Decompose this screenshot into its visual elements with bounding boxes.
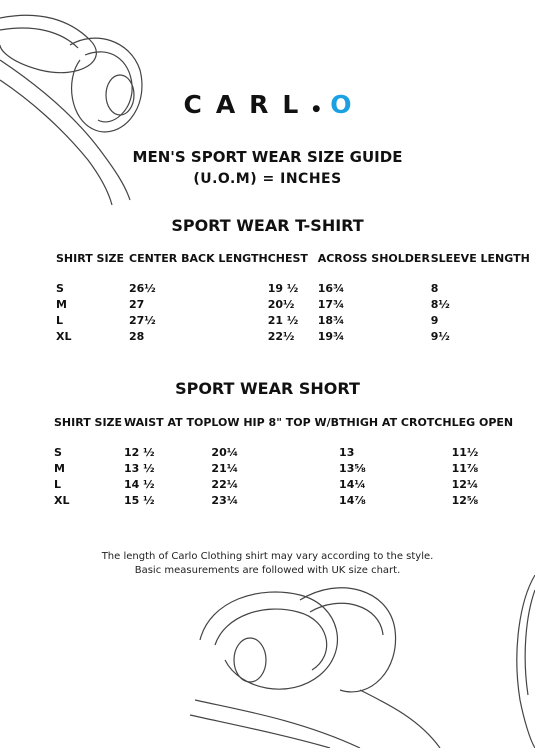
table-cell: 19¾ — [317, 329, 345, 343]
column-header: SLEEVE LENGTH — [430, 252, 530, 265]
table-cell: 27 — [129, 297, 145, 311]
table-cell: 14 ½ — [124, 477, 155, 491]
column-header: WAIST AT TOP — [124, 416, 212, 429]
table-cell: 22½ — [267, 329, 295, 343]
table-cell: 12 ½ — [124, 445, 155, 459]
table-cell: 23¼ — [211, 493, 239, 507]
footnote-line: Basic measurements are followed with UK size chart. — [134, 565, 401, 576]
table-cell: 20¼ — [211, 445, 239, 459]
table-row — [56, 296, 531, 312]
table-cell: 13 — [339, 445, 355, 459]
column-header: SHIRT SIZE — [56, 252, 125, 265]
table-cell: 21 ½ — [267, 313, 299, 327]
table-cell: 12¼ — [451, 477, 479, 491]
table-cell: 14⅞ — [339, 493, 366, 507]
table-cell: S — [56, 281, 64, 295]
column-header: ACROSS SHOLDER — [317, 252, 430, 265]
table-cell: 22¼ — [211, 477, 239, 491]
table-row — [56, 280, 531, 296]
table-row — [54, 476, 522, 492]
brand-o-mark: O — [330, 90, 352, 119]
tshirt-section-heading: SPORT WEAR T-SHIRT — [171, 216, 364, 235]
table-cell: 12⅝ — [451, 493, 479, 507]
table-cell: 16¾ — [317, 281, 345, 295]
table-cell: 13 ½ — [124, 461, 155, 475]
page-title: MEN'S SPORT WEAR SIZE GUIDE — [132, 148, 403, 166]
column-header: CENTER BACK LENGTH — [129, 252, 268, 265]
table-cell: 20½ — [267, 297, 295, 311]
table-row — [56, 328, 531, 344]
tshirt-size-table — [56, 252, 531, 344]
table-header-row — [54, 416, 522, 444]
table-cell: 18¾ — [317, 313, 345, 327]
table-cell: 26½ — [129, 281, 156, 295]
column-header: CHEST — [267, 252, 308, 265]
column-header: LEG OPEN — [451, 416, 514, 429]
table-cell: 9 — [430, 313, 439, 327]
table-cell: S — [54, 445, 62, 459]
table-cell: 17¾ — [317, 297, 345, 311]
table-cell: 8 — [430, 281, 439, 295]
table-cell: 11½ — [451, 445, 479, 459]
table-cell: 8½ — [430, 297, 450, 311]
table-cell: 14¼ — [339, 477, 366, 491]
table-cell: 15 ½ — [124, 493, 155, 507]
table-cell: XL — [54, 493, 70, 507]
table-cell: 27½ — [129, 313, 156, 327]
table-cell: 19 ½ — [267, 281, 299, 295]
table-row — [54, 460, 522, 476]
column-header: SHIRT SIZE — [54, 416, 123, 429]
page-subtitle: (U.O.M) = INCHES — [193, 171, 342, 187]
table-cell: 28 — [129, 329, 145, 343]
table-cell: 9½ — [430, 329, 450, 343]
table-cell: 21¼ — [211, 461, 239, 475]
short-size-table — [54, 416, 522, 508]
column-header: THIGH AT CROTCH — [339, 416, 452, 429]
table-header-row — [56, 252, 531, 280]
table-cell: L — [54, 477, 62, 491]
table-row — [56, 312, 531, 328]
table-cell: 13⅝ — [339, 461, 366, 475]
table-cell: L — [56, 313, 64, 327]
table-row — [54, 492, 522, 508]
brand-name: CARL — [183, 90, 313, 119]
brand-logo — [0, 90, 535, 119]
brand-dot-icon: ● — [312, 103, 321, 114]
table-cell: M — [56, 297, 67, 311]
table-row — [54, 444, 522, 460]
table-cell: XL — [56, 329, 72, 343]
table-cell: 11⅞ — [451, 461, 479, 475]
table-cell: M — [54, 461, 65, 475]
footnote-line: The length of Carlo Clothing shirt may vary according to the style. — [101, 551, 434, 562]
column-header: LOW HIP 8" TOP W/B — [211, 416, 340, 429]
short-section-heading: SPORT WEAR SHORT — [175, 379, 360, 398]
